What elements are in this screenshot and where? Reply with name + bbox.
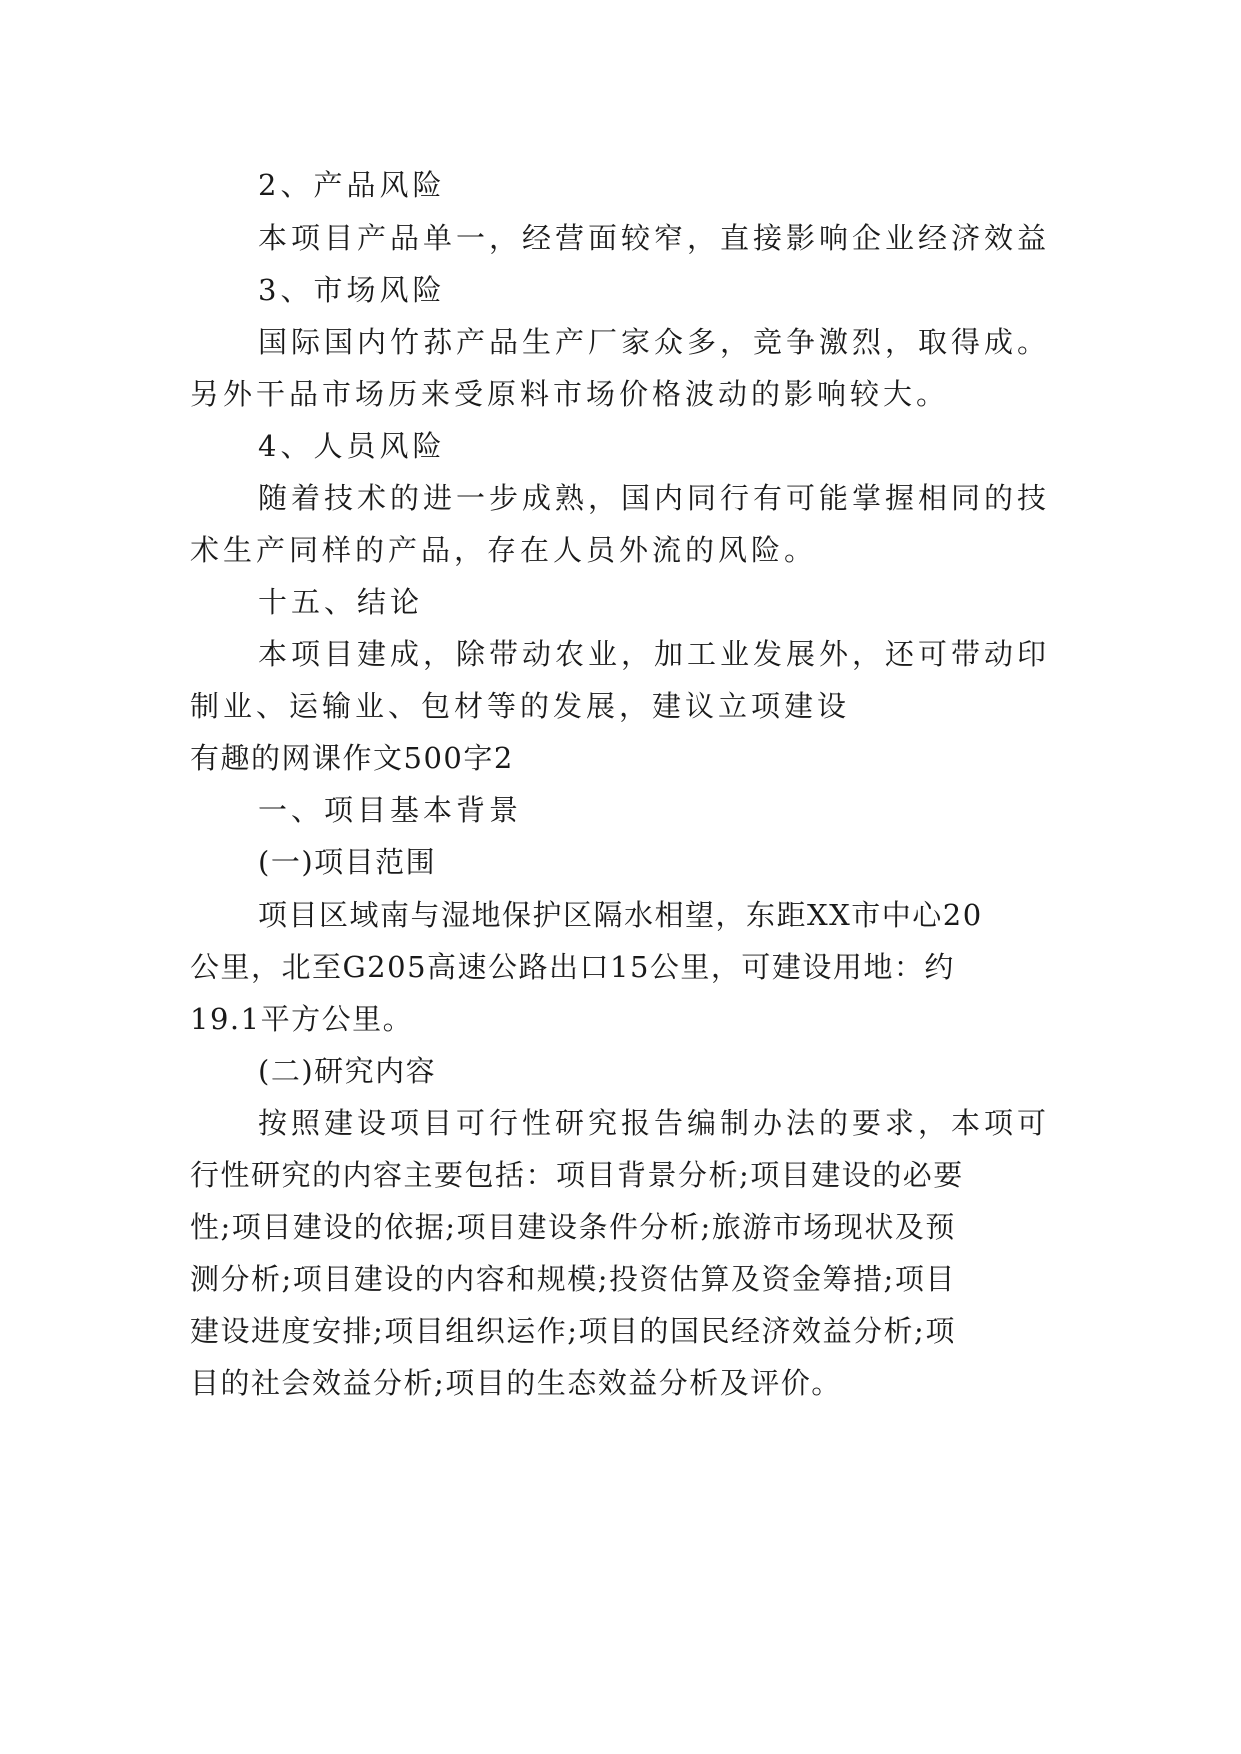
paragraph-line: 制业、运输业、包材等的发展，建议立项建设 (190, 689, 851, 723)
paragraph-line: 项目区域南与湿地保护区隔水相望，东距XX市中心20 (258, 898, 983, 932)
section-heading-conclusion: 十五、结论 (258, 585, 424, 619)
document-title: 有趣的网课作文500字2 (190, 741, 514, 775)
subsection-heading-scope: (一)项目范围 (258, 845, 437, 879)
paragraph-line: 另外干品市场历来受原料市场价格波动的影响较大。 (190, 377, 950, 411)
paragraph-line: 建设进度安排;项目组织运作;项目的国民经济效益分析;项 (190, 1314, 956, 1348)
paragraph-line: 随着技术的进一步成熟，国内同行有可能掌握相同的技 (258, 481, 1051, 515)
subsection-heading-content: (二)研究内容 (258, 1054, 437, 1088)
paragraph-line: 性;项目建设的依据;项目建设条件分析;旅游市场现状及预 (190, 1210, 956, 1244)
section-heading-product-risk: 2、产品风险 (258, 168, 446, 202)
paragraph-line: 目的社会效益分析;项目的生态效益分析及评价。 (190, 1366, 842, 1400)
section-heading-market-risk: 3、市场风险 (258, 273, 446, 307)
paragraph-line: 测分析;项目建设的内容和规模;投资估算及资金筹措;项目 (190, 1262, 956, 1296)
paragraph-line: 公里，北至G205高速公路出口15公里，可建设用地：约 (190, 950, 955, 984)
paragraph-line: 本项目建成，除带动农业，加工业发展外，还可带动印 (258, 637, 1051, 671)
section-heading-personnel-risk: 4、人员风险 (258, 429, 446, 463)
paragraph-line: 按照建设项目可行性研究报告编制办法的要求，本项可 (258, 1106, 1051, 1140)
paragraph-line: 本项目产品单一，经营面较窄，直接影响企业经济效益 (258, 221, 1051, 255)
paragraph-line: 国际国内竹荪产品生产厂家众多，竞争激烈，取得成。 (258, 325, 1051, 359)
paragraph-line: 行性研究的内容主要包括：项目背景分析;项目建设的必要 (190, 1158, 964, 1192)
paragraph-line: 19.1平方公里。 (190, 1002, 414, 1036)
paragraph-line: 术生产同样的产品，存在人员外流的风险。 (190, 533, 818, 567)
section-heading-background: 一、项目基本背景 (258, 793, 523, 827)
